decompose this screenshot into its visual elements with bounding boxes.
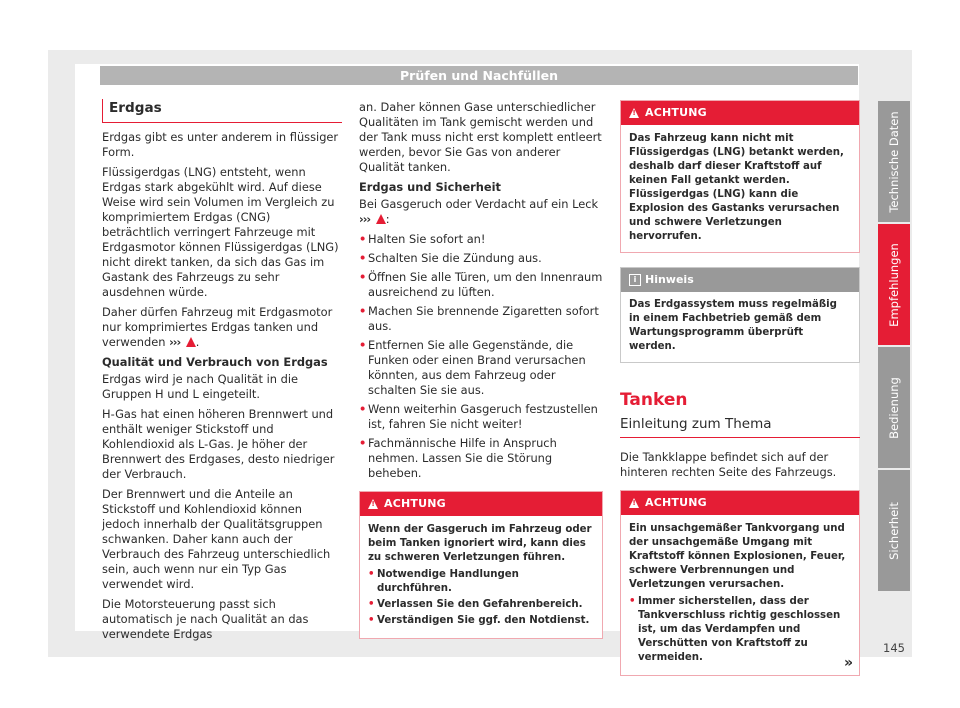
list-item: • Verlassen Sie den Gefahrenbereich. [368,598,594,612]
tab-technische-daten[interactable]: Technische Daten [878,101,910,222]
info-icon: i [629,274,641,286]
list-item: • Halten Sie sofort an! [359,232,603,247]
warning-box-lng [620,100,860,253]
note-body: Das Erdgassystem muss regelmäßig in einem Fachbetrieb gemäß dem Wartungsprogramm überprüft werden. [629,299,837,352]
warning-box-tankvorgang [620,490,860,676]
subsection-title: Einleitung zum Thema [620,417,860,438]
list-item: • Immer sicherstellen, dass der Tankverschluss richtig geschlossen ist, um das Verdampfen und Verschütten von Kraftstoff zu vermeiden. [629,595,851,665]
paragraph: Daher dürfen Fahrzeug mit Erdgasmotor nur komprimiertes Erdgas tanken und verwenden ››› . [102,305,333,349]
warning-body: Wenn der Gasgeruch im Fahrzeug oder beim Tanken ignoriert wird, kann dies zu schweren Verletzungen führen. • Notwendige Handlungen durchführen. • Verlassen Sie den Gefahrenbereich. • Verständigen Sie ggf. den Notdienst. [360,516,602,638]
warning-body: Ein unsachgemäßer Tankvorgang und der unsachgemäße Umgang mit Kraftstoff können Explosionen, Feuer, schwere Verbrennungen und Verletzungen verursachen. • Immer sicherstellen, dass der Tankverschluss richtig geschlossen ist, um das Verdampfen und Verschütten von Kraftstoff zu vermeiden. [621,515,859,675]
list-item: • Fachmännische Hilfe in Anspruch nehmen. Lassen Sie die Störung beheben. [359,436,603,481]
list-item: • Schalten Sie die Zündung aus. [359,251,603,266]
paragraph: Der Brennwert und die Anteile an Stickstoff und Kohlendioxid können jedoch innerhalb der Qualitätsgruppen schwanken. Daher kann auch der Verbrauch des Fahrzeug unterschiedlich sein, auch wenn nur ein Typ Gas verwendet wird. [102,487,331,591]
warning-header: ! ACHTUNG [621,101,859,125]
list-item: • Öffnen Sie alle Türen, um den Innenraum ausreichend zu lüften. [359,270,603,300]
paragraph: Erdgas wird je nach Qualität in die Gruppen H und L eingeteilt. [102,372,299,401]
column-2 [359,100,603,639]
paragraph: Bei Gasgeruch oder Verdacht auf ein Leck ››› : [359,197,599,226]
paragraph: H-Gas hat einen höheren Brennwert und enthält weniger Stickstoff und Kohlendioxid als L-Gas. Je höher der Brennwert des Erdgases, desto niedriger der Verbrauch. [102,407,335,481]
paragraph: Die Motorsteuerung passt sich automatisch je nach Qualität an das verwendete Erdgas [102,597,309,641]
tab-sicherheit[interactable]: Sicherheit [878,470,910,591]
reference-chevron[interactable]: ››› [169,335,181,349]
warning-box-gasgeruch [359,491,603,639]
list-item: • Notwendige Handlungen durchführen. [368,568,594,596]
column-1 [102,130,342,647]
heading-qualitaet: Qualität und Verbrauch von Erdgas [102,355,328,369]
list-item: • Machen Sie brennende Zigaretten sofort aus. [359,304,603,334]
continue-icon[interactable]: » [843,655,853,671]
page-header [100,66,858,85]
note-box [620,267,860,363]
header-title: Prüfen und Nachfüllen [400,68,558,83]
column-3 [620,100,860,676]
list-item: • Verständigen Sie ggf. den Notdienst. [368,614,594,628]
section-tanken [620,390,860,438]
warning-icon [368,499,378,509]
section-title-erdgas: Erdgas [102,99,342,123]
paragraph: Flüssigerdgas (LNG) entsteht, wenn Erdgas stark abgekühlt wird. Auf diese Weise wird sein Volumen im Vergleich zu komprimiertem Erdgas (CNG) beträchtlich verringert Fahrzeuge mit Erdgasmotor können Flüssigerdgas (LNG) nicht direkt tanken, da sich das Gas im Gastank des Fahrzeugs zu sehr ausdehnen würde. [102,165,339,299]
warning-icon [629,108,639,118]
warning-header: ! ACHTUNG [621,491,859,515]
warning-icon [629,498,639,508]
paragraph: Erdgas gibt es unter anderem in flüssiger Form. [102,130,339,159]
list-item: • Wenn weiterhin Gasgeruch festzustellen ist, fahren Sie nicht weiter! [359,402,603,432]
paragraph: an. Daher können Gase unterschiedlicher Qualitäten im Tank gemischt werden und der Tank muss nicht erst komplett entleert werden, bevor Sie Gas von anderer Qualität tanken. [359,100,602,174]
safety-steps-list [359,232,603,481]
page-number: 145 [883,641,905,655]
heading-sicherheit: Erdgas und Sicherheit [359,180,501,194]
section-title-tanken: Tanken [620,390,688,410]
list-item: • Entfernen Sie alle Gegenstände, die Funken oder einen Brand verursachen könnten, aus dem Fahrzeug oder schalten Sie sie aus. [359,338,603,398]
note-header: i Hinweis [621,268,859,292]
warning-icon [186,337,196,347]
warning-icon [376,214,386,224]
tab-empfehlungen[interactable]: Empfehlungen [878,224,910,345]
warning-body: Das Fahrzeug kann nicht mit Flüssigerdgas (LNG) betankt werden, deshalb darf dieser Kraftstoff auf keinen Fall getankt werden. Flüssigerdgas (LNG) kann die Explosion des Gastanks verursachen und schwere Verletzungen hervorrufen. [629,133,844,242]
paragraph: Die Tankklappe befindet sich auf der hinteren rechten Seite des Fahrzeugs. [620,450,837,479]
warning-header: ! ACHTUNG [360,492,602,516]
reference-chevron[interactable]: ››› [359,212,371,226]
tab-bedienung[interactable]: Bedienung [878,347,910,468]
